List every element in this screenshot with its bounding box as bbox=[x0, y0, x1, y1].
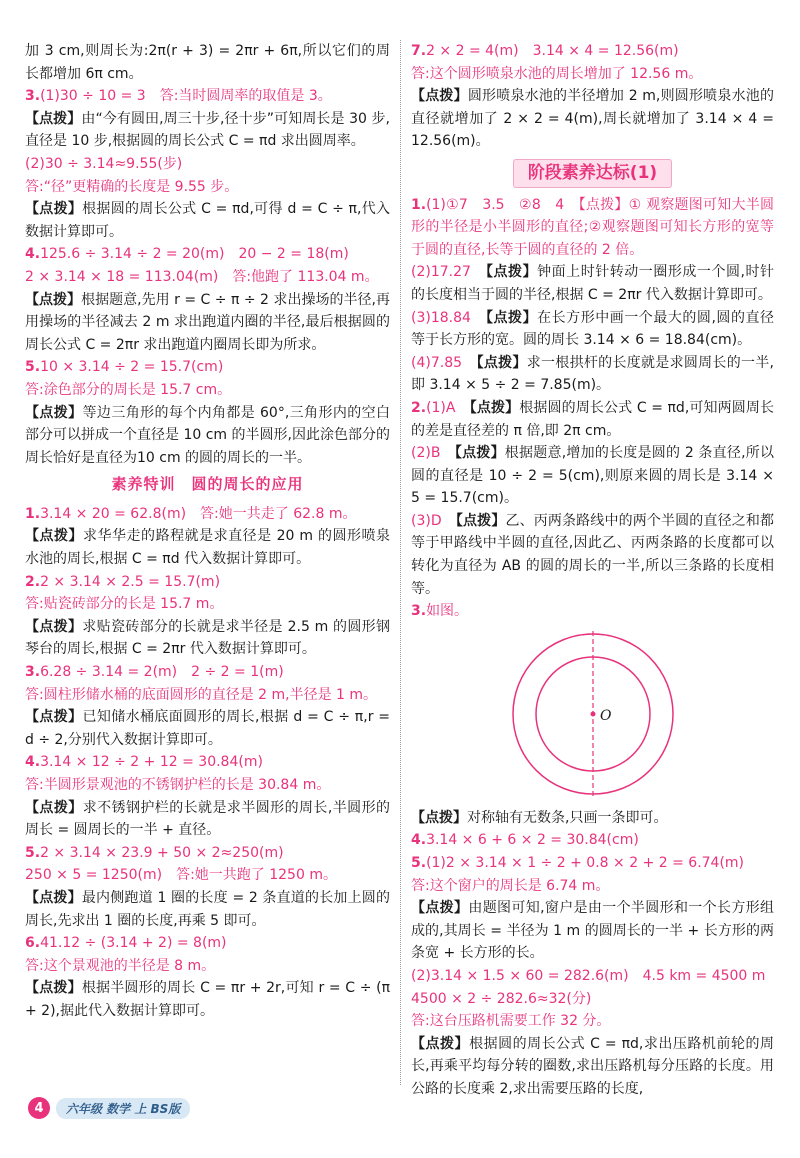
question-number: 4. bbox=[25, 754, 41, 771]
hint-paragraph bbox=[25, 402, 390, 470]
hint-tag: 【点拨】 bbox=[455, 512, 506, 529]
hint-tag: 【点拨】 bbox=[25, 889, 82, 906]
answer-head: (3)18.84 bbox=[411, 309, 471, 326]
answer-head: (2)B bbox=[411, 445, 441, 462]
line-text: (2)3.14 × 1.5 × 60 = 282.6(m) 4.5 km = 4500 m bbox=[411, 968, 766, 984]
line-text: (1)2 × 3.14 × 1 ÷ 2 + 0.8 × 2 + 2 = 6.74(m) bbox=[426, 855, 745, 872]
answer-line bbox=[25, 503, 390, 526]
line-text: 根据半圆形的周长 C = πr + 2r,可知 r = C ÷ (π + 2),据此代入数据计算即可。 bbox=[25, 980, 390, 1019]
question-number: 3. bbox=[25, 664, 41, 681]
answer-line bbox=[25, 571, 390, 594]
hint-tag: 【点拨】 bbox=[476, 354, 527, 371]
answer-head: (4)7.85 bbox=[411, 354, 463, 371]
line-text: 3.14 × 12 ÷ 2 + 12 = 30.84(m) bbox=[40, 754, 263, 771]
answer-line bbox=[411, 40, 774, 63]
hint-tag: 【点拨】 bbox=[25, 404, 83, 421]
left-column bbox=[25, 40, 390, 1023]
question-number: 4. bbox=[411, 832, 427, 849]
hint-paragraph bbox=[25, 706, 390, 751]
line-text: 在长方形中画一个最大的圆,圆的直径等于长方形的宽。圆的周长 3.14 × 6 = 18.84(cm)。 bbox=[411, 309, 775, 349]
answer-head: (2)17.27 bbox=[411, 264, 471, 281]
line-text: 求华华走的路程就是求直径是 20 m 的圆形喷泉水池的周长,根据 C = πd 代入数据计算即可。 bbox=[25, 528, 390, 568]
question-number: 1. bbox=[25, 505, 41, 522]
hint-tag: 【点拨】 bbox=[454, 445, 505, 462]
line-text: 6.28 ÷ 3.14 = 2(m) 2 ÷ 2 = 1(m) bbox=[40, 664, 284, 681]
answer-line bbox=[25, 751, 390, 774]
line-text: 3.14 × 6 + 6 × 2 = 30.84(cm) bbox=[426, 832, 639, 849]
line-text: 答:“径”更精确的长度是 9.55 步。 bbox=[25, 178, 239, 195]
question-number: 5. bbox=[25, 359, 41, 376]
right-column bbox=[411, 40, 774, 1101]
line-text: 求贴瓷砖部分的长就是求半径是 2.5 m 的圆形钢琴台的周长,根据 C = 2πr 代入数据计算即可。 bbox=[25, 618, 390, 658]
answer-line bbox=[25, 842, 390, 865]
hint-tag: 【点拨】 bbox=[25, 528, 84, 545]
question-number: 4. bbox=[25, 246, 41, 263]
answer-line bbox=[411, 965, 774, 988]
answer-line bbox=[25, 153, 390, 176]
hint-tag: 【点拨】 bbox=[411, 809, 467, 826]
hint-paragraph bbox=[411, 897, 774, 965]
line-text: (1)①7 3.5 ②8 4 【点拨】① 观察题图可知大半圆形的半径是小半圆形的直径;②观察题图可知长方形的宽等于圆的直径,长等于圆的直径的 2 倍。 bbox=[411, 196, 774, 258]
line-text: 钟面上时针转动一圈形成一个圆,时针的长度相当于圆的半径,根据 C = 2πr 代入数据计算即可。 bbox=[411, 264, 775, 303]
line-text: 41.12 ÷ (3.14 + 2) = 8(m) bbox=[40, 935, 227, 952]
hint-tag: 【点拨】 bbox=[25, 110, 82, 127]
answer-head: (3)D bbox=[411, 512, 442, 529]
answer-line bbox=[25, 932, 390, 955]
answer-line bbox=[411, 63, 774, 86]
book-label: 六年级 数学 上 BS版 bbox=[56, 1098, 190, 1119]
line-text: 答:这台压路机需要工作 32 分。 bbox=[411, 1013, 611, 1030]
hint-tag: 【点拨】 bbox=[411, 1035, 470, 1052]
hint-tag: 【点拨】 bbox=[25, 618, 83, 635]
line-text: 根据圆的周长公式 C = πd,可得 d = C ÷ π,代入数据计算即可。 bbox=[25, 201, 390, 240]
answer-line bbox=[411, 261, 774, 306]
answer-line bbox=[25, 356, 390, 379]
hint-tag: 【点拨】 bbox=[485, 264, 538, 281]
line-text: 根据圆的周长公式 C = πd,可知两圆周长的差是直径差的 π 倍,即 2π cm。 bbox=[411, 399, 775, 439]
line-text: 由题图可知,窗户是由一个半圆形和一个长方形组成的,其周长 = 半径为 1 m 的圆周长的一半 + 长方形的两条宽 + 长方形的长。 bbox=[411, 900, 775, 962]
page-number: 4 bbox=[28, 1097, 50, 1119]
question-number: 3. bbox=[25, 88, 41, 105]
answer-line bbox=[25, 243, 390, 266]
answer-line bbox=[411, 510, 774, 600]
line-text: 求一根拱杆的长度就是求圆周长的一半,即 3.14 × 5 ÷ 2 = 7.85(m)。 bbox=[411, 354, 775, 394]
answer-line bbox=[25, 955, 390, 978]
hint-tag: 【点拨】 bbox=[25, 291, 82, 308]
circle-diagram bbox=[508, 629, 678, 799]
line-text: 圆形喷泉水池的半径增加 2 m,则圆形喷泉水池的直径就增加了 2 × 2 = 4(m),周长就增加了 3.14 × 4 = 12.56(m)。 bbox=[411, 88, 775, 150]
section-title bbox=[25, 473, 390, 497]
question-number: 7. bbox=[411, 43, 427, 59]
answer-line bbox=[411, 600, 774, 623]
hint-paragraph bbox=[25, 797, 390, 842]
hint-paragraph bbox=[25, 108, 390, 153]
answer-line bbox=[411, 988, 774, 1011]
page-footer bbox=[28, 1097, 190, 1119]
line-text: 根据圆的周长公式 C = πd,求出压路机前轮的周长,再乘平均每分转的圈数,求出压路机每分压路的长度。用公路的长度乘 2,求出需要压路的长度, bbox=[411, 1035, 774, 1097]
hint-tag: 【点拨】 bbox=[469, 399, 520, 416]
hint-paragraph bbox=[25, 887, 390, 932]
hint-tag: 【点拨】 bbox=[25, 201, 83, 218]
line-text: 2 × 3.14 × 18 = 113.04(m) 答:他跑了 113.04 m。 bbox=[25, 268, 379, 285]
line-text: 答:这个窗户的周长是 6.74 m。 bbox=[411, 877, 610, 894]
line-text: 加 3 cm,则周长为:2π(r + 3) = 2πr + 6π,所以它们的周长都增加 6π cm。 bbox=[25, 43, 390, 82]
hint-tag: 【点拨】 bbox=[25, 799, 83, 816]
answer-line bbox=[25, 379, 390, 402]
question-number: 2. bbox=[411, 399, 427, 416]
answer-line bbox=[411, 194, 774, 262]
answer-line bbox=[25, 40, 390, 85]
hint-paragraph bbox=[25, 977, 390, 1022]
hint-paragraph bbox=[25, 616, 390, 661]
line-text: 根据题意,增加的长度是圆的 2 条直径,所以圆的直径是 10 ÷ 2 = 5(cm),则原来圆的周长是 3.14 × 5 = 15.7(cm)。 bbox=[411, 445, 774, 507]
answer-line bbox=[411, 1010, 774, 1033]
hint-paragraph bbox=[25, 198, 390, 243]
hint-paragraph bbox=[25, 289, 390, 357]
answer-line bbox=[25, 684, 390, 707]
answer-line bbox=[25, 85, 390, 108]
hint-paragraph bbox=[25, 525, 390, 570]
line-text: 对称轴有无数条,只画一条即可。 bbox=[467, 809, 668, 826]
question-number: 5. bbox=[411, 855, 427, 872]
answer-line bbox=[411, 442, 774, 510]
answer-line bbox=[411, 875, 774, 898]
hint-tag: 【点拨】 bbox=[25, 980, 82, 997]
line-text: 答:这个景观池的半径是 8 m。 bbox=[25, 957, 216, 974]
line-text: 2 × 3.14 × 2.5 = 15.7(m) bbox=[40, 573, 221, 590]
line-text: 答:圆柱形储水桶的底面圆形的直径是 2 m,半径是 1 m。 bbox=[25, 686, 378, 703]
line-text: 答:涂色部分的周长是 15.7 cm。 bbox=[25, 381, 232, 398]
center-point bbox=[590, 711, 595, 716]
line-text: 已知储水桶底面圆形的周长,根据 d = C ÷ π,r = d ÷ 2,分别代入数据计算即可。 bbox=[25, 709, 391, 748]
line-text: 答:半圆形景观池的不锈钢护栏的长是 30.84 m。 bbox=[25, 777, 331, 793]
hint-tag: 【点拨】 bbox=[485, 309, 538, 326]
hint-paragraph bbox=[411, 807, 774, 830]
line-text: 4500 × 2 ÷ 282.6≈32(分) bbox=[411, 990, 592, 1007]
question-number: 1. bbox=[411, 196, 427, 213]
line-text: 如图。 bbox=[426, 603, 469, 620]
answer-line bbox=[25, 864, 390, 887]
stage-title-text: 阶段素养达标(1) bbox=[513, 159, 672, 188]
line-text: 125.6 ÷ 3.14 ÷ 2 = 20(m) 20 − 2 = 18(m) bbox=[40, 246, 349, 263]
answer-line bbox=[25, 176, 390, 199]
line-text: 2 × 3.14 × 23.9 + 50 × 2≈250(m) bbox=[40, 844, 284, 861]
column-divider bbox=[400, 40, 401, 1085]
line-text: (2)30 ÷ 3.14≈9.55(步) bbox=[25, 155, 183, 172]
line-text: 答:贴瓷砖部分的长是 15.7 m。 bbox=[25, 596, 224, 613]
hint-paragraph bbox=[411, 1033, 774, 1101]
stage-title bbox=[411, 159, 774, 188]
line-text: 根据题意,先用 r = C ÷ π ÷ 2 求出操场的半径,再用操场的半径减去 2 m 求出跑道内圈的半径,最后根据圆的周长公式 C = 2πr 求出跑道内圈周长即为所求。 bbox=[25, 291, 391, 353]
line-text: 乙、丙两条路线中的两个半圆的直径之和都等于甲路线中半圆的直径,因此乙、丙两条路的长度都可以转化为直径为 AB 的圆的周长的一半,所以三条路的长度相等。 bbox=[411, 512, 774, 597]
line-text: 答:这个圆形喷泉水池的周长增加了 12.56 m。 bbox=[411, 65, 703, 82]
line-text: (1)30 ÷ 10 = 3 答:当时圆周率的取值是 3。 bbox=[40, 88, 332, 105]
hint-tag: 【点拨】 bbox=[411, 88, 468, 105]
line-text: 由“今有圆田,周三十步,径十步”可知周长是 30 步,直径是 10 步,根据圆的周长公式 C = πd 求出圆周率。 bbox=[25, 110, 391, 150]
center-label: O bbox=[599, 707, 611, 724]
answer-line bbox=[411, 307, 774, 352]
question-number: 6. bbox=[25, 935, 41, 952]
line-text: 3.14 × 20 = 62.8(m) 答:她一共走了 62.8 m。 bbox=[40, 505, 357, 522]
answer-line bbox=[25, 266, 390, 289]
line-text: 2 × 2 = 4(m) 3.14 × 4 = 12.56(m) bbox=[426, 43, 679, 59]
answer-line bbox=[25, 774, 390, 797]
answer-line bbox=[411, 829, 774, 852]
question-number: 5. bbox=[25, 844, 41, 861]
line-text: 10 × 3.14 ÷ 2 = 15.7(cm) bbox=[40, 359, 224, 376]
question-number: 3. bbox=[411, 603, 427, 620]
answer-line bbox=[25, 661, 390, 684]
concentric-circles-figure bbox=[411, 629, 774, 799]
hint-paragraph bbox=[411, 85, 774, 153]
hint-tag: 【点拨】 bbox=[25, 709, 83, 726]
answer-line bbox=[411, 397, 774, 442]
hint-tag: 【点拨】 bbox=[411, 900, 469, 917]
line-text: 等边三角形的每个内角都是 60°,三角形内的空白部分可以拼成一个直径是 10 cm 的半圆形,因此涂色部分的周长恰好是直径为10 cm 的圆的周长的一半。 bbox=[25, 404, 390, 466]
answer-line bbox=[411, 352, 774, 397]
line-text: 最内侧跑道 1 圈的长度 = 2 条直道的长加上圆的周长,先求出 1 圈的长度,再乘 5 即可。 bbox=[25, 889, 391, 929]
answer-line bbox=[411, 852, 774, 875]
line-text: 250 × 5 = 1250(m) 答:她一共跑了 1250 m。 bbox=[25, 867, 337, 884]
question-number: 2. bbox=[25, 573, 41, 590]
answer-line bbox=[25, 593, 390, 616]
answer-head: (1)A bbox=[426, 399, 456, 416]
section-title-text: 素养特训 圆的周长的应用 bbox=[111, 475, 304, 494]
line-text: 求不锈钢护栏的长就是求半圆形的周长,半圆形的周长 = 圆周长的一半 + 直径。 bbox=[25, 799, 390, 839]
